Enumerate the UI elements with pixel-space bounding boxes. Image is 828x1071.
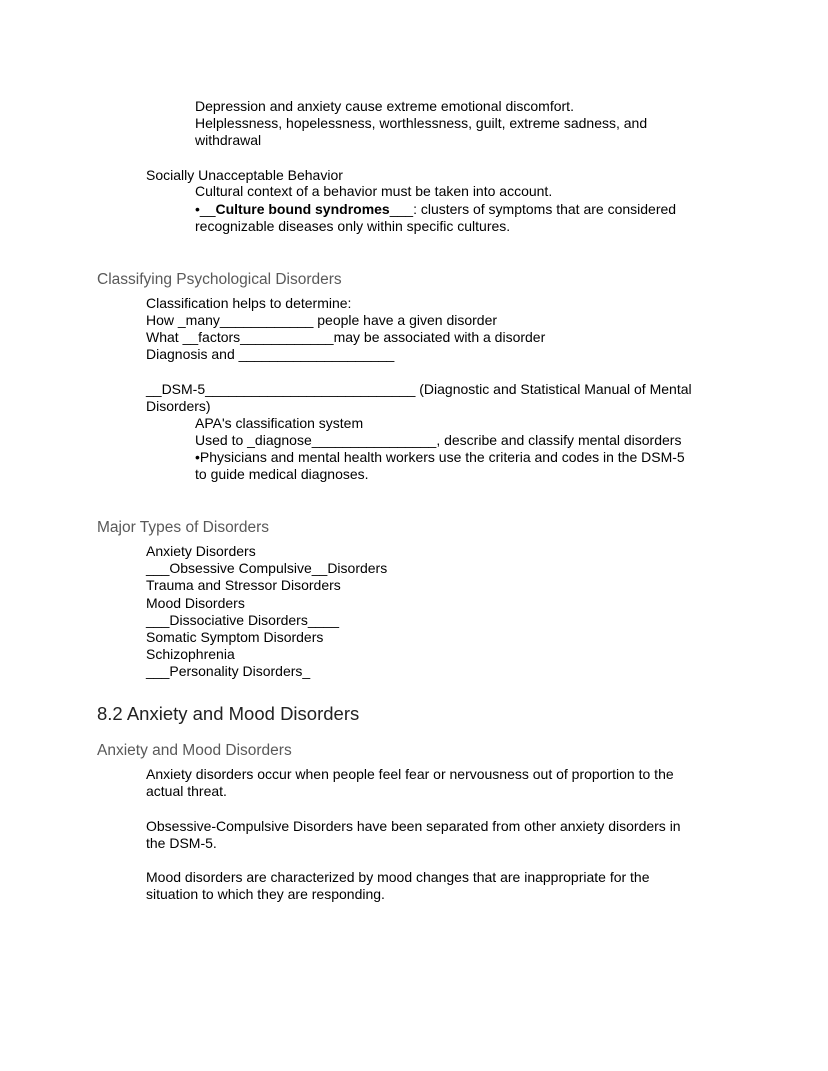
disorder-list-item: ___Personality Disorders_ (146, 663, 311, 679)
disorder-list-item: ___Obsessive Compulsive__Disorders (146, 560, 388, 576)
classification-text: Classification helps to determine: (146, 295, 352, 311)
culture-bound-bullet (195, 201, 676, 218)
bullet-rest: ___: clusters of symptoms that are considered (389, 201, 677, 217)
bullet-prefix: •__ (195, 201, 216, 217)
depression-text: Helplessness, hopelessness, worthlessness, guilt, extreme sadness, and (195, 115, 648, 131)
dsm-text: Disorders) (146, 398, 211, 414)
dsm-sub-text: •Physicians and mental health workers use the criteria and codes in the DSM-5 (195, 449, 685, 465)
dsm-sub-text: APA's classification system (195, 415, 364, 431)
socially-unacceptable-heading: Socially Unacceptable Behavior (146, 167, 343, 183)
major-types-heading: Major Types of Disorders (97, 519, 269, 536)
anxiety-paragraph: Anxiety disorders occur when people feel fear or nervousness out of proportion to the (146, 766, 674, 782)
disorder-list-item: Trauma and Stressor Disorders (146, 577, 341, 593)
mood-paragraph: Mood disorders are characterized by mood changes that are inappropriate for the (146, 869, 650, 885)
classification-text: What __factors____________may be associated with a disorder (146, 329, 546, 345)
depression-text: Depression and anxiety cause extreme emotional discomfort. (195, 98, 574, 114)
disorder-list-item: ___Dissociative Disorders____ (146, 612, 339, 628)
dsm-text: __DSM-5___________________________ (Diagnostic and Statistical Manual of Mental (146, 381, 692, 397)
culture-bound-term: Culture bound syndromes (215, 201, 390, 217)
disorder-list-item: Anxiety Disorders (146, 543, 256, 559)
disorder-list-item: Mood Disorders (146, 595, 245, 611)
culture-bound-text: recognizable diseases only within specific cultures. (195, 218, 511, 234)
ocd-paragraph: the DSM-5. (146, 835, 217, 851)
disorder-list-item: Somatic Symptom Disorders (146, 629, 324, 645)
cultural-context-text: Cultural context of a behavior must be taken into account. (195, 183, 553, 199)
dsm-sub-text: to guide medical diagnoses. (195, 466, 369, 482)
dsm-sub-text: Used to _diagnose________________, describe and classify mental disorders (195, 432, 682, 448)
depression-text: withdrawal (195, 132, 262, 148)
anxiety-paragraph: actual threat. (146, 783, 227, 799)
mood-paragraph: situation to which they are responding. (146, 886, 385, 902)
ocd-paragraph: Obsessive-Compulsive Disorders have been separated from other anxiety disorders in (146, 818, 681, 834)
classification-text: How _many____________ people have a given disorder (146, 312, 498, 328)
classification-text: Diagnosis and ____________________ (146, 346, 395, 362)
anxiety-mood-subheading: Anxiety and Mood Disorders (97, 742, 292, 759)
section-heading: 8.2 Anxiety and Mood Disorders (97, 703, 360, 724)
classifying-heading: Classifying Psychological Disorders (97, 271, 342, 288)
disorder-list-item: Schizophrenia (146, 646, 235, 662)
